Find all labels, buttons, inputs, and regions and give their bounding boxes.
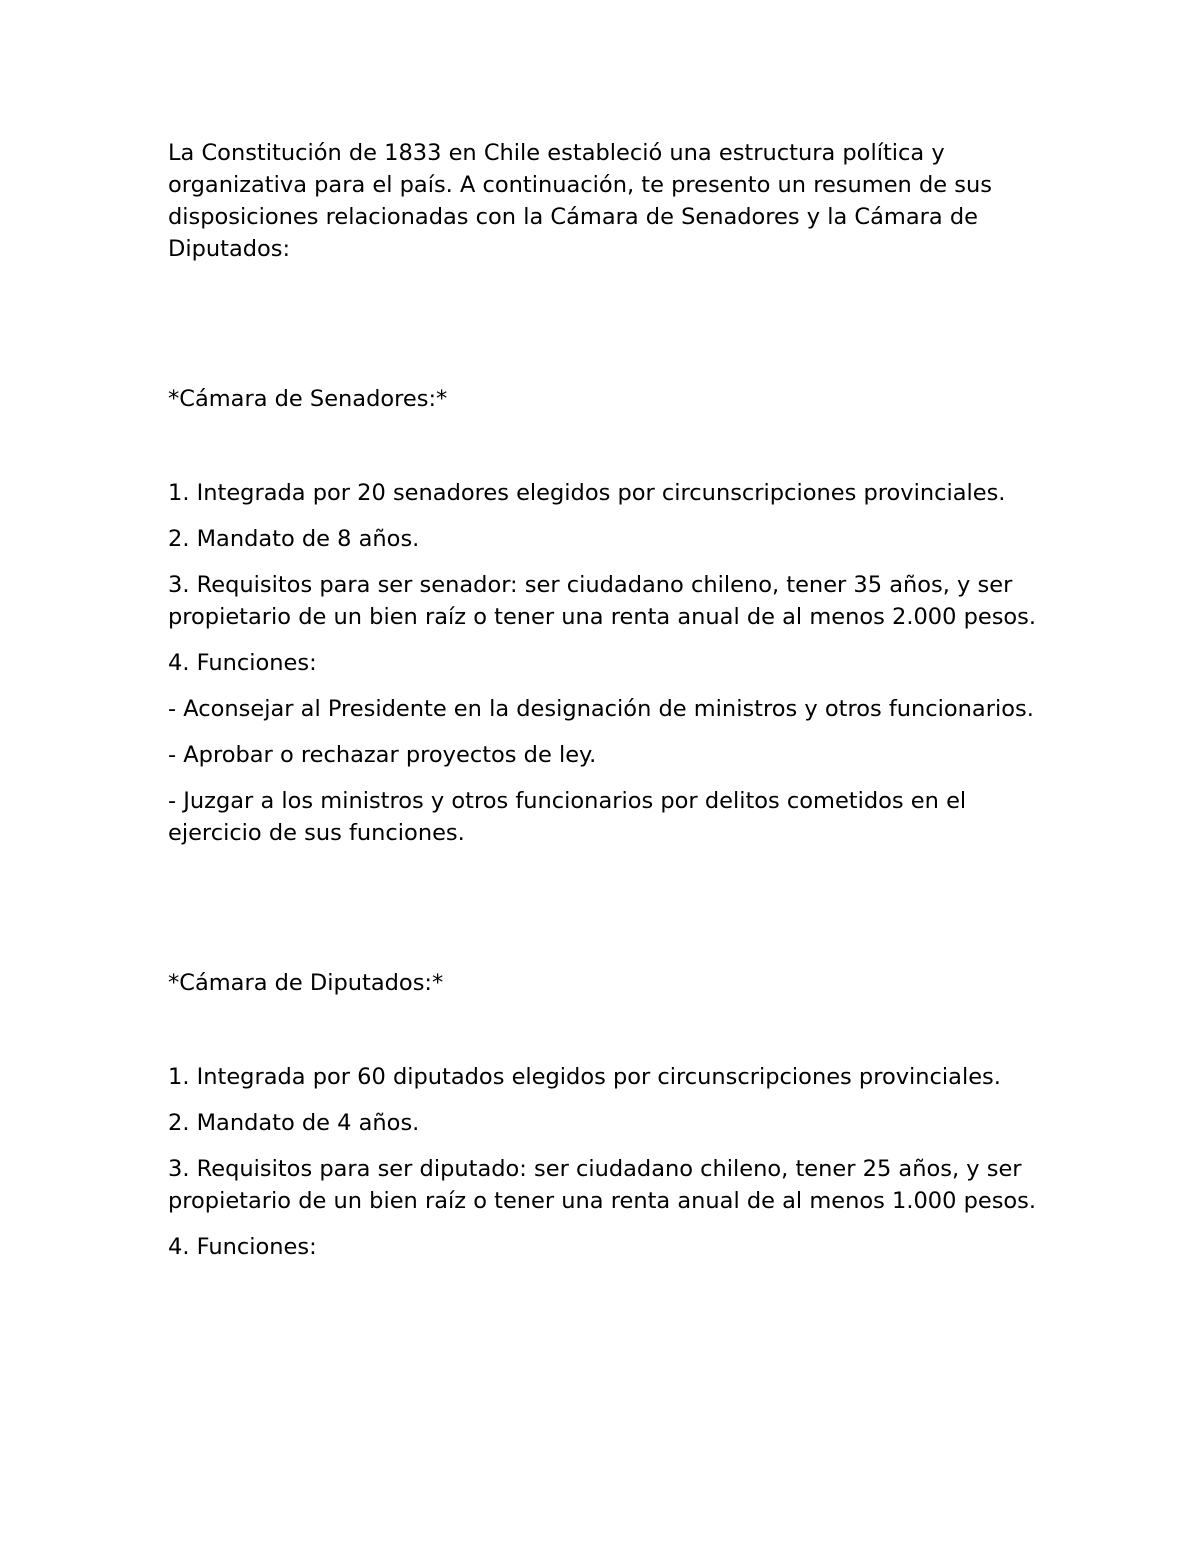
diputados-item: 3. Requisitos para ser diputado: ser ciudadano chileno, tener 25 años, y ser propietario de un bien raíz o tener una renta anual de al menos 1.000 pesos. bbox=[168, 1156, 1037, 1214]
senado-item: - Aconsejar al Presidente en la designación de ministros y otros funcionarios. bbox=[168, 696, 1034, 722]
diputados-item: 1. Integrada por 60 diputados elegidos por circunscripciones provinciales. bbox=[168, 1064, 1001, 1090]
senado-item: 4. Funciones: bbox=[168, 650, 317, 676]
senado-item: 3. Requisitos para ser senador: ser ciudadano chileno, tener 35 años, y ser propietario de un bien raíz o tener una renta anual de al menos 2.000 pesos. bbox=[168, 572, 1037, 630]
senado-item: 2. Mandato de 8 años. bbox=[168, 526, 420, 552]
senado-heading: *Cámara de Senadores:* bbox=[168, 386, 448, 412]
senado-item: - Juzgar a los ministros y otros funcionarios por delitos cometidos en el ejercicio de sus funciones. bbox=[168, 788, 967, 846]
diputados-item: 2. Mandato de 4 años. bbox=[168, 1110, 420, 1136]
diputados-heading: *Cámara de Diputados:* bbox=[168, 970, 444, 996]
diputados-item: 4. Funciones: bbox=[168, 1234, 317, 1260]
senado-item: - Aprobar o rechazar proyectos de ley. bbox=[168, 742, 597, 768]
senado-item: 1. Integrada por 20 senadores elegidos por circunscripciones provinciales. bbox=[168, 480, 1006, 506]
intro-paragraph: La Constitución de 1833 en Chile estableció una estructura política y organizativa para el país. A continuación, te presento un resumen de sus disposiciones relacionadas con la Cámara de Senadores y la Cámara de Diputados: bbox=[168, 140, 992, 262]
document-body bbox=[168, 137, 1048, 1277]
